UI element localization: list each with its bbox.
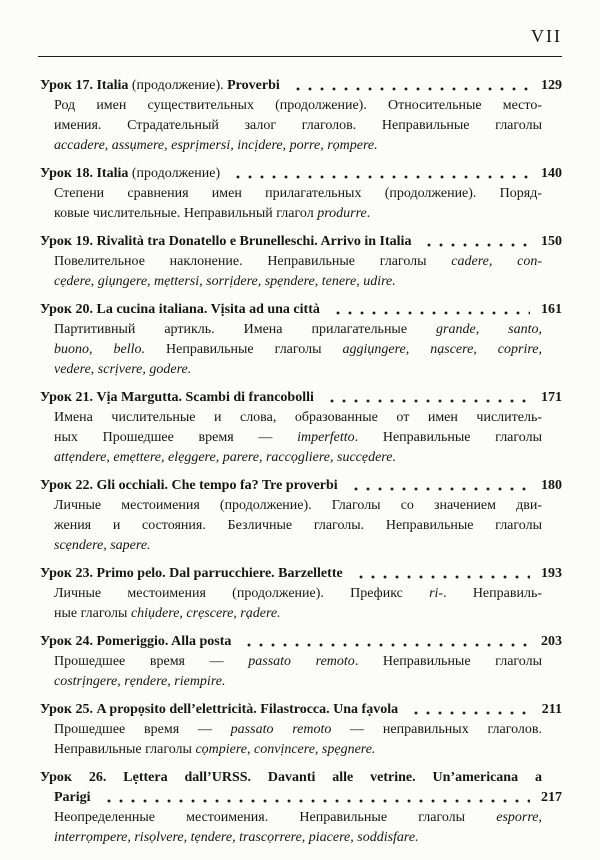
toc-entry bbox=[40, 564, 562, 624]
description-segment: ri- bbox=[429, 586, 444, 601]
description-segment: имения. Страдательный залог глаголов. Неправильные глаголы bbox=[54, 118, 542, 133]
toc-entry-description bbox=[40, 496, 562, 556]
description-segment: жения и состояния. Безличные глаголы. Неправильные глаголы bbox=[54, 518, 542, 533]
description-segment: grande, santo, bbox=[436, 322, 542, 337]
description-segment: costrịngere, rẹndere, riempire. bbox=[54, 674, 226, 689]
toc-entry-title-text bbox=[40, 388, 314, 408]
toc-entry-description bbox=[40, 720, 562, 760]
description-segment: . Неправильные глаголы bbox=[354, 430, 542, 445]
toc-entry-page-number: 171 bbox=[541, 390, 562, 405]
description-segment: Личные местоимения (продолжение). Префикс bbox=[54, 586, 430, 601]
toc-entry-page-number: 129 bbox=[541, 78, 562, 93]
leader-dots bbox=[421, 242, 530, 248]
description-segment: Неправильные глаголы bbox=[54, 742, 196, 757]
description-segment: Степени сравнения имен прилагательных (продолжение). Поряд- bbox=[54, 186, 542, 201]
toc-entry-title-line bbox=[40, 632, 562, 652]
description-segment: . Неправиль- bbox=[443, 586, 542, 601]
title-segment: Урок 24. Pomeriggio. Alla posta bbox=[40, 634, 232, 649]
toc-entry-page-number: 150 bbox=[541, 234, 562, 249]
toc-entry bbox=[40, 476, 562, 556]
description-segment: produrre bbox=[317, 206, 367, 221]
description-segment: . bbox=[366, 206, 371, 221]
description-segment: Прошедшее время — bbox=[54, 654, 249, 669]
toc-entry-title-text bbox=[40, 300, 320, 320]
toc-entry-description-line bbox=[54, 584, 542, 604]
leader-dots bbox=[230, 174, 530, 180]
toc-entry-title-line bbox=[40, 300, 562, 320]
leader-dots bbox=[330, 310, 530, 316]
toc-entry bbox=[40, 700, 562, 760]
description-segment: cẹdere, giụngere, mẹttersi, sorrịdere, spẹndere, tenere, udire. bbox=[54, 274, 396, 289]
toc-entry-description-line bbox=[54, 828, 542, 848]
toc-entry-title-line bbox=[40, 476, 562, 496]
toc-entry-description-line bbox=[54, 720, 542, 740]
toc-entry-description-line bbox=[54, 516, 542, 536]
toc-entry-title-text bbox=[54, 788, 91, 808]
leader-dots bbox=[241, 642, 530, 648]
page-folio: VII bbox=[531, 26, 562, 46]
description-segment: cadere, con- bbox=[451, 254, 542, 269]
title-segment: Урок 22. Gli occhiali. Che tempo fa? Tre proverbi bbox=[40, 478, 338, 493]
toc-entry-title-line bbox=[40, 232, 562, 252]
description-segment: aggiụngere, nạscere, coprire, bbox=[342, 342, 543, 357]
toc-entry-description bbox=[40, 808, 562, 848]
toc-entry-page-number: 193 bbox=[541, 566, 562, 581]
toc-entry bbox=[40, 768, 562, 848]
title-segment: Урок 17. Italia bbox=[40, 78, 129, 93]
description-segment: attẹndere, emẹttere, elẹggere, parere, raccọgliere, succẹdere. bbox=[54, 450, 396, 465]
title-segment: Урок 20. La cucina italiana. Vịsita ad una città bbox=[40, 302, 320, 317]
leader-dots bbox=[348, 486, 530, 492]
toc-entry-page-number: 203 bbox=[541, 634, 562, 649]
description-segment: scẹndere, sapere. bbox=[54, 538, 151, 553]
toc-entry-description bbox=[40, 184, 562, 224]
description-segment: chiụdere, crẹscere, rạdere. bbox=[130, 606, 281, 621]
toc-entry-description-line bbox=[54, 320, 542, 340]
description-segment: Род имен существительных (продолжение). Относительные место- bbox=[54, 98, 542, 113]
title-segment: Parigi bbox=[54, 790, 91, 805]
description-segment: ковые числительные. Неправильный глагол bbox=[54, 206, 318, 221]
leader-dots bbox=[353, 574, 530, 580]
toc-entry-title-text bbox=[40, 632, 231, 652]
toc-entry-title-line bbox=[40, 768, 562, 788]
leader-dots bbox=[408, 710, 530, 716]
toc-entry-description-line bbox=[54, 136, 542, 156]
header-rule bbox=[38, 56, 562, 57]
toc-entry-page-number: 140 bbox=[541, 166, 562, 181]
description-segment: passato remoto bbox=[248, 654, 355, 669]
toc-entry-description-line bbox=[54, 496, 542, 516]
toc-entry-description-line bbox=[54, 604, 542, 624]
toc-entry-description bbox=[40, 652, 562, 692]
description-segment: imperfetto bbox=[297, 430, 355, 445]
description-segment: Прошедшее время — bbox=[54, 722, 231, 737]
title-segment: Урок 23. Primo pelo. Dal parrucchiere. Barzellette bbox=[40, 566, 343, 581]
toc-entry bbox=[40, 300, 562, 380]
toc-entry-description bbox=[40, 584, 562, 624]
leader-dots bbox=[101, 798, 530, 804]
toc-entry-description-line bbox=[54, 672, 542, 692]
description-segment: ных Прошедшее время — bbox=[54, 430, 298, 445]
description-segment: buono, bello. bbox=[54, 342, 146, 357]
toc-entry-description-line bbox=[54, 740, 542, 760]
toc-entry-description bbox=[40, 252, 562, 292]
title-segment: Proverbi bbox=[227, 78, 280, 93]
description-segment: interrọmpere, risọlvere, tẹndere, trascọrrere, piacere, soddisfare. bbox=[54, 830, 419, 845]
toc-entry-description-line bbox=[54, 116, 542, 136]
toc-entry-page-number: 217 bbox=[541, 790, 562, 805]
toc-entry-title-text bbox=[40, 476, 338, 496]
description-segment: passato remoto bbox=[230, 722, 332, 737]
toc-entry-page-number: 161 bbox=[541, 302, 562, 317]
toc-entry-description-line bbox=[54, 448, 542, 468]
toc-entry-title-line bbox=[40, 700, 562, 720]
leader-dots bbox=[324, 398, 530, 404]
title-segment: Урок 21. Vịa Margutta. Scambi di francobolli bbox=[40, 390, 314, 405]
title-segment: (продолжение) bbox=[128, 166, 221, 181]
description-segment: . Неправильные глаголы bbox=[354, 654, 543, 669]
toc-entry-title-line bbox=[40, 164, 562, 184]
toc-entry-title-text bbox=[40, 76, 280, 96]
description-segment: esporre, bbox=[496, 810, 542, 825]
title-segment: Урок 18. Italia bbox=[40, 166, 129, 181]
toc-entry-title-line bbox=[40, 388, 562, 408]
toc-entry-description bbox=[40, 320, 562, 380]
toc-entry-description-line bbox=[54, 340, 542, 360]
toc-entry-title-text bbox=[40, 564, 343, 584]
toc-entry-description-line bbox=[54, 536, 542, 556]
toc-entry-page-number: 180 bbox=[541, 478, 562, 493]
toc-entry-description-line bbox=[54, 272, 542, 292]
toc-entry-title-text bbox=[40, 164, 220, 184]
toc-entry-title-text bbox=[40, 770, 542, 785]
description-segment: Личные местоимения (продолжение). Глаголы со значением дви- bbox=[54, 498, 542, 513]
toc-entries bbox=[40, 76, 562, 848]
toc-entry-description-line bbox=[54, 96, 542, 116]
leader-dots bbox=[290, 86, 530, 92]
description-segment: Имена числительные и слова, образованные от имен числитель- bbox=[54, 410, 542, 425]
toc-entry-description bbox=[40, 96, 562, 156]
toc-entry-description-line bbox=[54, 808, 542, 828]
toc-entry-description-line bbox=[54, 184, 542, 204]
title-segment: Урок 25. A propọsito dell’elettricità. Filastrocca. Una fạvola bbox=[40, 702, 399, 717]
toc-entry-title-text bbox=[40, 232, 411, 252]
description-segment: Партитивный артикль. Имена прилагательные bbox=[54, 322, 437, 337]
toc-entry bbox=[40, 164, 562, 224]
description-segment: vedere, scrịvere, godere. bbox=[54, 362, 192, 377]
toc-entry-description-line bbox=[54, 408, 542, 428]
toc-entry-description bbox=[40, 408, 562, 468]
toc-entry bbox=[40, 632, 562, 692]
description-segment: ные глаголы bbox=[54, 606, 131, 621]
toc-entry-title-line bbox=[40, 564, 562, 584]
toc-entry bbox=[40, 76, 562, 156]
toc-entry-title-line bbox=[40, 788, 562, 808]
description-segment: — неправильных глаголов. bbox=[331, 722, 542, 737]
title-segment: Урок 19. Rivalità tra Donatello e Brunelleschi. Arrivo in Italia bbox=[40, 234, 412, 249]
toc-entry-description-line bbox=[54, 204, 542, 224]
description-segment: cọmpiere, convịncere, spẹgnere. bbox=[195, 742, 376, 757]
toc-entry-description-line bbox=[54, 360, 542, 380]
toc-entry-page-number: 211 bbox=[541, 702, 562, 717]
description-segment: Неправильные глаголы bbox=[145, 342, 343, 357]
description-segment: Неопределенные местоимения. Неправильные глаголы bbox=[54, 810, 497, 825]
toc-entry bbox=[40, 388, 562, 468]
toc-entry-description-line bbox=[54, 252, 542, 272]
toc-entry-description-line bbox=[54, 428, 542, 448]
toc-entry-description-line bbox=[54, 652, 542, 672]
description-segment: accadere, assụmere, esprịmersi, incịdere, porre, rọmpere. bbox=[54, 138, 378, 153]
toc-entry-title-text bbox=[40, 700, 398, 720]
title-segment: (продолжение). bbox=[128, 78, 228, 93]
title-segment: Урок 26. Lẹttera dall’URSS. Davanti alle vetrine. Un’americana a bbox=[40, 770, 542, 785]
toc-entry-title-line bbox=[40, 76, 562, 96]
description-segment: Повелительное наклонение. Неправильные глаголы bbox=[54, 254, 452, 269]
toc-entry bbox=[40, 232, 562, 292]
